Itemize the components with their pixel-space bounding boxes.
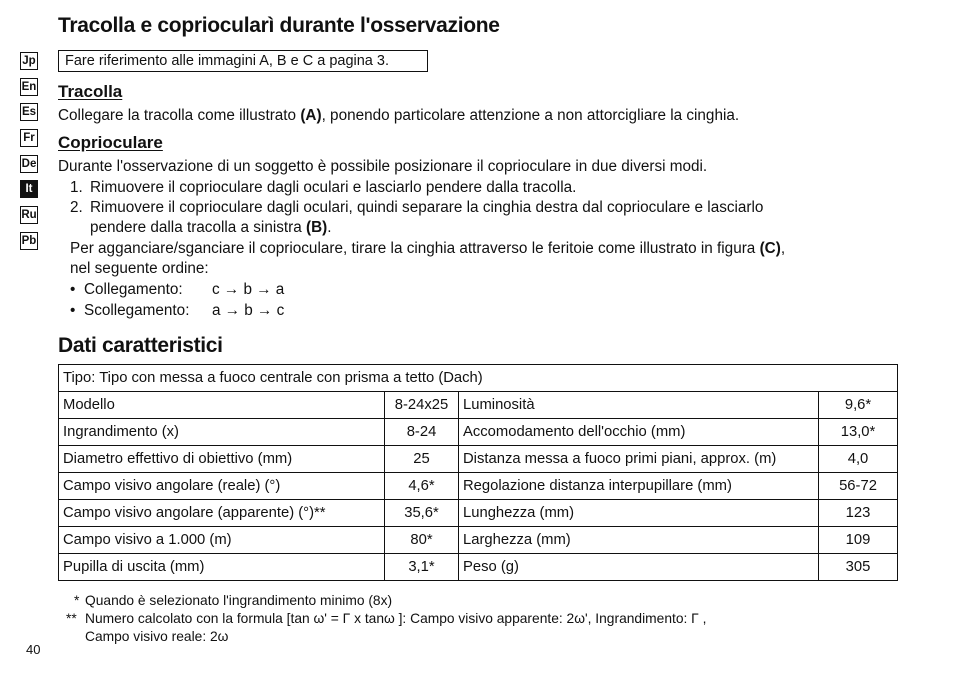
list-number-2: 2.	[70, 199, 83, 216]
strap-heading: Tracolla	[58, 82, 123, 101]
bullet-icon: •	[70, 302, 76, 319]
figure-ref-a: (A)	[300, 107, 322, 124]
attach-sequence-label: Collegamento:	[84, 281, 183, 298]
language-tab-it[interactable]: It	[20, 180, 38, 198]
figure-ref-b: (B)	[305, 219, 328, 236]
table-row	[59, 446, 898, 473]
footnote-2-line2: Campo visivo reale: 2ω	[85, 629, 229, 644]
spec-label: Distanza messa a fuoco primi piani, approx. (m)	[459, 446, 819, 473]
spec-value: 3,1*	[385, 554, 459, 581]
language-tab-ru[interactable]: Ru	[20, 206, 38, 224]
footnote-1-mark: *	[74, 593, 80, 608]
attach-instructions-line1	[70, 239, 785, 259]
spec-label: Modello	[59, 392, 385, 419]
spec-label: Regolazione distanza interpupillare (mm)	[459, 473, 819, 500]
spec-value: 9,6*	[819, 392, 898, 419]
spec-label: Lunghezza (mm)	[459, 500, 819, 527]
spec-value: 35,6*	[385, 500, 459, 527]
footnote-2-mark: **	[66, 611, 77, 626]
footnote-2-line1: Numero calcolato con la formula [tan ω' = Γ x tanω ]: Campo visivo apparente: 2ω', Ingrandimento: Γ ,	[85, 611, 707, 626]
spec-value: 8-24	[385, 419, 459, 446]
spec-value: 56-72	[819, 473, 898, 500]
detach-sequence-label: Scollegamento:	[84, 302, 190, 319]
page-number: 40	[26, 642, 41, 657]
specs-heading: Dati caratteristici	[58, 334, 223, 357]
strap-text-end: , ponendo particolare attenzione a non attorcigliare la cinghia.	[321, 107, 740, 124]
spec-value: 123	[819, 500, 898, 527]
list-item-2-line1: Rimuovere il copriocularе dagli oculari, quindi separare la cinghia destra dal copriocularе e lasciarlo	[90, 199, 764, 216]
spec-value: 4,0	[819, 446, 898, 473]
language-tab-jp[interactable]: Jp	[20, 52, 38, 70]
table-row	[59, 554, 898, 581]
spec-value: 109	[819, 527, 898, 554]
language-tab-pb[interactable]: Pb	[20, 232, 38, 250]
spec-value: 4,6*	[385, 473, 459, 500]
spec-value: 80*	[385, 527, 459, 554]
figure-ref-c: (C)	[759, 240, 781, 257]
spec-value: 13,0*	[819, 419, 898, 446]
footnote-1: Quando è selezionato l'ingrandimento minimo (8x)	[85, 593, 393, 608]
table-row	[59, 527, 898, 554]
type-cell: Tipo: Tipo con messa a fuoco centrale con prisma a tetto (Dach)	[59, 365, 898, 392]
language-tab-en[interactable]: En	[20, 78, 38, 96]
eyepiece-cap-heading: Copriocularе	[58, 133, 163, 152]
bullet-icon: •	[70, 281, 76, 298]
spec-label: Campo visivo angolare (apparente) (°)**	[59, 500, 385, 527]
attach-sequence: c → b → a	[212, 281, 285, 298]
eyepiece-cap-intro: Durante l'osservazione di un soggetto è possibile posizionare il copriocularе in due diversi modi.	[58, 158, 708, 175]
spec-label: Ingrandimento (x)	[59, 419, 385, 446]
attach-text: Per agganciare/sganciare il copriocularе, tirare la cinghia attraverso le feritoie come illustrato in figura	[70, 240, 760, 257]
language-tab-de[interactable]: De	[20, 155, 38, 173]
spec-label: Peso (g)	[459, 554, 819, 581]
list-number-1: 1.	[70, 179, 83, 196]
spec-label: Luminosità	[459, 392, 819, 419]
spec-label: Larghezza (mm)	[459, 527, 819, 554]
language-tab-fr[interactable]: Fr	[20, 129, 38, 147]
detach-sequence: a → b → c	[212, 302, 285, 319]
attach-text-end: ,	[780, 240, 786, 257]
table-row	[59, 392, 898, 419]
spec-label: Diametro effettivo di obiettivo (mm)	[59, 446, 385, 473]
table-row	[59, 365, 898, 392]
table-row	[59, 500, 898, 527]
spec-value: 25	[385, 446, 459, 473]
strap-instructions	[58, 106, 739, 126]
page-title: Tracolla e copriocularì durante l'osservazione	[58, 14, 500, 37]
list-item-2-line2	[90, 218, 331, 238]
list-item-2-text: pendere dalla tracolla a sinistra	[90, 219, 306, 236]
specs-table	[58, 364, 898, 581]
spec-label: Accomodamento dell'occhio (mm)	[459, 419, 819, 446]
spec-value: 8-24x25	[385, 392, 459, 419]
spec-label: Campo visivo angolare (reale) (°)	[59, 473, 385, 500]
language-tab-es[interactable]: Es	[20, 103, 38, 121]
spec-value: 305	[819, 554, 898, 581]
spec-label: Campo visivo a 1.000 (m)	[59, 527, 385, 554]
attach-instructions-line2: nel seguente ordine:	[70, 260, 209, 277]
list-item-2-end: .	[327, 219, 332, 236]
table-row	[59, 419, 898, 446]
list-item-1: Rimuovere il copriocularе dagli oculari e lasciarlo pendere dalla tracolla.	[90, 179, 577, 196]
strap-text: Collegare la tracolla come illustrato	[58, 107, 301, 124]
spec-label: Pupilla di uscita (mm)	[59, 554, 385, 581]
reference-note: Fare riferimento alle immagini A, B e C a pagina 3.	[58, 50, 428, 72]
table-row	[59, 473, 898, 500]
